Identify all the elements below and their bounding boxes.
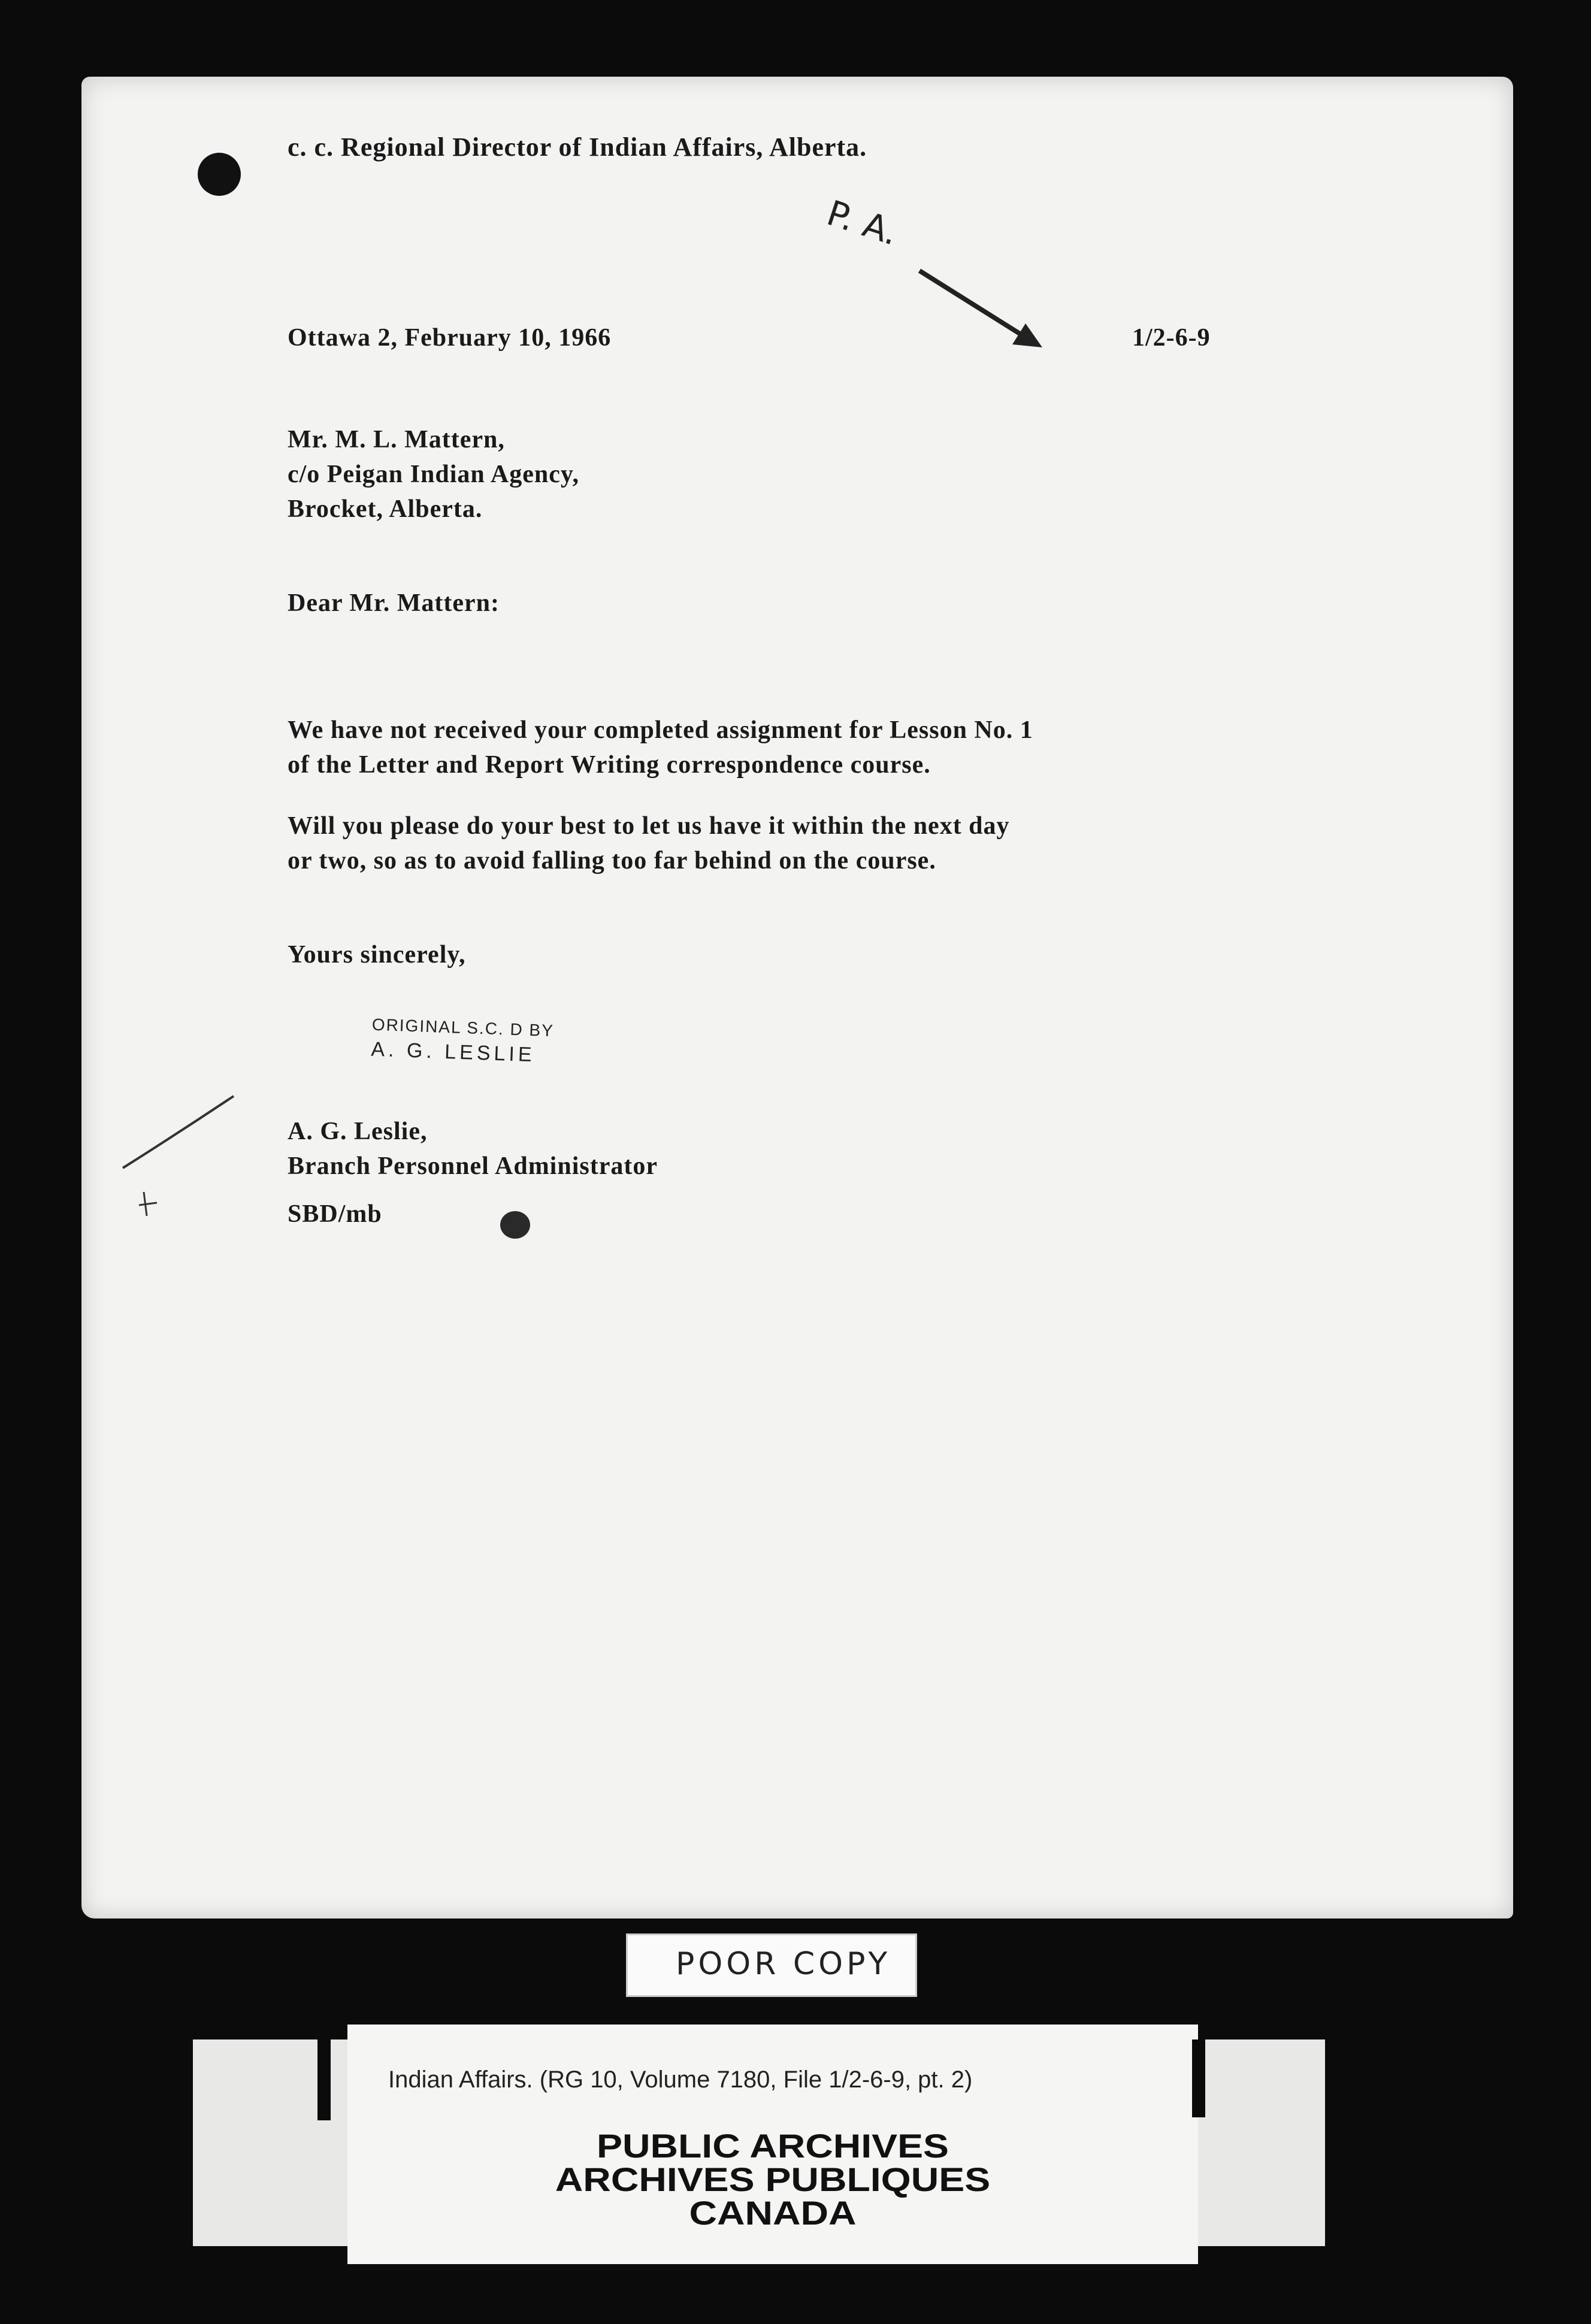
label-tab-right bbox=[1192, 2039, 1205, 2117]
address-line: Mr. M. L. Mattern, bbox=[288, 426, 505, 453]
recipient-address bbox=[288, 422, 579, 526]
address-line: Brocket, Alberta. bbox=[288, 495, 483, 523]
typist-initials: SBD/mb bbox=[288, 1200, 382, 1228]
paragraph-line: We have not received your completed assignment for Lesson No. 1 bbox=[288, 716, 1033, 744]
stamp-line-1: ORIGINAL S.C. D BY bbox=[371, 1015, 555, 1040]
paragraph-line: or two, so as to avoid falling too far behind on the course. bbox=[288, 847, 936, 874]
signature-stamp bbox=[371, 1015, 555, 1068]
archive-source-reference: Indian Affairs. (RG 10, Volume 7180, File 1/2-6-9, pt. 2) bbox=[388, 2066, 973, 2093]
salutation: Dear Mr. Mattern: bbox=[288, 589, 500, 617]
stamp-line-2: A. G. LESLIE bbox=[370, 1037, 536, 1067]
file-number: 1/2-6-9 bbox=[1132, 324, 1211, 352]
body-paragraph-1 bbox=[288, 713, 1033, 782]
institution-line-country: CANADA bbox=[689, 2194, 857, 2232]
poor-copy-label bbox=[626, 1933, 917, 1997]
address-line: c/o Peigan Indian Agency, bbox=[288, 461, 580, 488]
poor-copy-text: POOR COPY bbox=[676, 1946, 891, 1982]
handwritten-pa-note: P. A. bbox=[822, 192, 903, 253]
archive-institution bbox=[347, 2129, 1198, 2230]
label-tab-left bbox=[317, 2036, 331, 2120]
ink-blot bbox=[500, 1211, 530, 1239]
paragraph-line: Will you please do your best to let us have it within the next day bbox=[288, 812, 1010, 840]
institution-line-en: PUBLIC ARCHIVES bbox=[596, 2127, 949, 2165]
cc-line: c. c. Regional Director of Indian Affairs, Alberta. bbox=[288, 132, 867, 162]
institution-line-fr: ARCHIVES PUBLIQUES bbox=[555, 2160, 991, 2198]
paragraph-line: of the Letter and Report Writing correspondence course. bbox=[288, 751, 931, 779]
signatory-title: Branch Personnel Administrator bbox=[288, 1152, 658, 1180]
body-paragraph-2 bbox=[288, 809, 1010, 878]
signature-block bbox=[288, 1114, 658, 1184]
signatory-name: A. G. Leslie, bbox=[288, 1118, 428, 1145]
closing: Yours sincerely, bbox=[288, 941, 466, 969]
date-line: Ottawa 2, February 10, 1966 bbox=[288, 324, 612, 352]
